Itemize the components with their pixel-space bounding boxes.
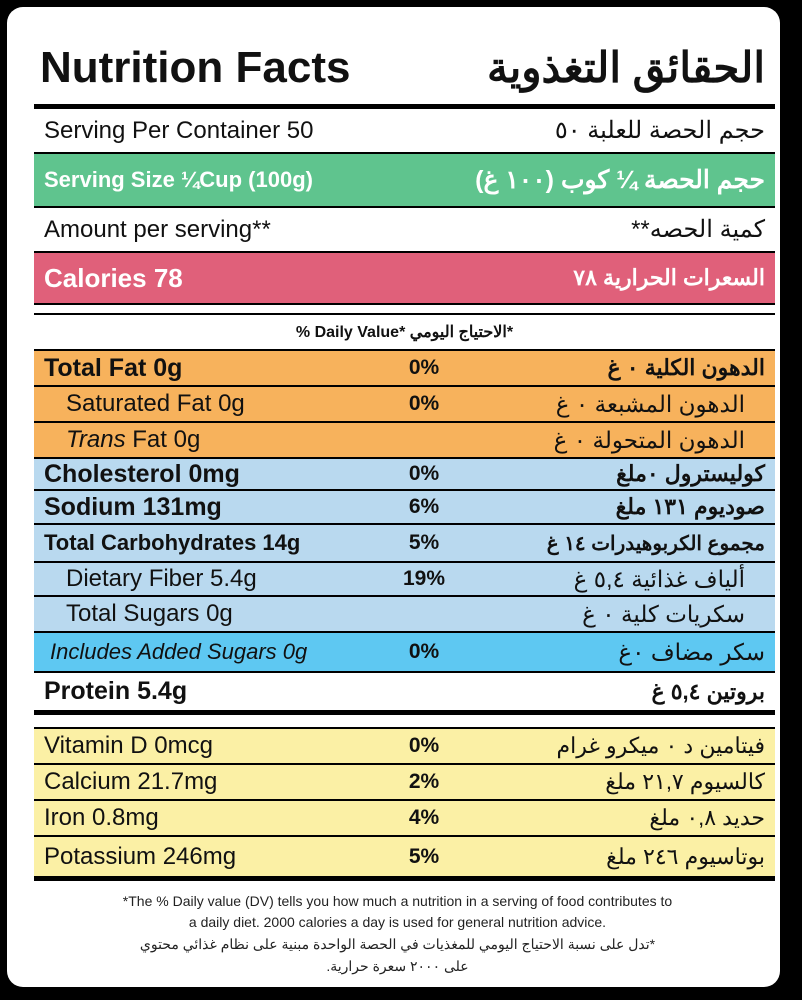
title-row [34,31,775,109]
nutrient-name-en: Dietary Fiber 5.4g [66,565,257,592]
nutrient-name-en: Total Carbohydrates 14g [44,530,301,555]
vitamin-name-en: Iron 0.8mg [44,804,159,831]
footnote-en-line1: *The % Daily value (DV) tells you how much a nutrition in a serving of food contributes to [122,893,673,909]
nutrient-row-added-sugars [34,633,775,673]
vitamin-row-potassium [34,837,775,881]
serving-size-en: Serving Size ¼Cup (100g) [44,167,313,192]
calories-en: Calories 78 [44,262,183,293]
vitamin-name-en: Vitamin D 0mcg [44,732,213,759]
vitamin-name-ar: بوتاسيوم ٢٤٦ ملغ [606,843,765,869]
nutrient-name-ar: الدهون المشبعة ٠ غ [555,390,745,417]
vitamin-row-vitamin-d [34,729,775,765]
calories-ar: السعرات الحرارية ٧٨ [573,265,765,290]
nutrient-name-en: Protein 5.4g [44,677,188,705]
vitamin-spacer-row [34,715,775,729]
nutrient-row-total-carbohydrates [34,525,775,563]
nutrient-percent: 0% [408,462,440,485]
title-en: Nutrition Facts [40,42,351,92]
vitamin-row-iron [34,801,775,837]
title-ar: الحقائق التغذوية [487,44,765,91]
nutrient-name-en: Total Fat 0g [44,353,183,382]
nutrient-name-ar: سكر مضاف ٠غ [618,638,765,665]
footnote-ar-line2: على ٢٠٠٠ سعرة حرارية. [326,958,469,974]
nutrient-row-total-sugars [34,597,775,633]
nutrient-row-saturated-fat [34,387,775,423]
nutrient-percent: 19% [402,567,446,590]
servings-per-container-ar: حجم الحصة للعلبة ٥٠ [554,117,765,144]
nutrient-row-trans-fat [34,423,775,459]
nutrient-percent: 0% [408,392,440,415]
spacer-row [34,305,775,315]
nutrient-row-sodium [34,491,775,525]
nutrient-name-ar: بروتين ٥,٤ غ [651,678,765,704]
amount-per-serving-en: Amount per serving** [44,215,271,243]
nutrient-row-cholesterol [34,459,775,491]
nutrient-name-ar: صوديوم ١٣١ ملغ [615,494,765,519]
vitamin-name-en: Calcium 21.7mg [44,768,218,795]
trans-rest: Fat 0g [125,426,201,453]
nutrient-name-en [66,426,200,454]
nutrient-row-protein [34,673,775,715]
nutrient-name-ar: ألياف غذائية ٥,٤ غ [573,565,745,592]
vitamin-name-ar: كالسيوم ٢١,٧ ملغ [605,769,765,794]
nutrient-percent: 0% [408,640,440,663]
nutrient-name-en: Cholesterol 0mg [44,459,240,488]
amount-per-serving-ar: كمية الحصه** [631,216,765,243]
trans-italic: Trans [66,426,126,453]
servings-per-container-row [34,109,775,154]
nutrient-name-ar: الدهون المتحولة ٠ غ [553,426,745,453]
nutrient-percent: 0% [408,356,440,379]
vitamin-percent: 2% [408,770,440,793]
vitamin-percent: 4% [408,806,440,829]
vitamin-name-ar: فيتامين د ٠ ميكرو غرام [556,733,765,758]
nutrient-percent: 5% [408,531,440,554]
calories-row [34,253,775,305]
vitamin-name-ar: حديد ٠,٨ ملغ [649,805,765,830]
nutrient-name-ar: مجموع الكربوهيدرات ١٤ غ [546,532,765,555]
amount-per-serving-row [34,208,775,253]
footnote [27,891,768,977]
vitamin-percent: 5% [408,844,440,868]
daily-value-header-row [34,315,775,351]
footnote-ar-line1: *تدل على نسبة الاحتياج اليومي للمغذيات في الحصة الواحدة مبنية على نظام غذائي محتوي [139,936,656,952]
vitamin-row-calcium [34,765,775,801]
vitamin-percent: 0% [408,734,440,757]
footnote-en-line2: a daily diet. 2000 calories a day is used for general nutrition advice. [188,914,607,930]
nutrient-name-en: Saturated Fat 0g [66,390,245,417]
nutrient-name-ar: الدهون الكلية ٠ غ [607,355,765,380]
nutrient-name-ar: سكريات كلية ٠ غ [582,600,745,627]
nutrition-label [7,7,780,987]
nutrient-name-en: Sodium 131mg [44,492,222,521]
nutrient-row-total-fat [34,351,775,387]
serving-size-ar: حجم الحصة ¼ كوب (١٠٠ غ) [475,166,765,194]
servings-per-container-en: Serving Per Container 50 [44,116,314,144]
nutrient-name-ar: كوليسترول ٠ملغ [616,461,765,486]
vitamin-name-en: Potassium 246mg [44,842,237,870]
nutrient-percent: 6% [408,495,440,518]
nutrient-name-en: Total Sugars 0g [66,600,233,627]
daily-value-header: % Daily Value* الاحتياج اليومي* [295,324,514,341]
nutrient-name-en: Includes Added Sugars 0g [50,639,308,664]
serving-size-row [34,154,775,208]
nutrient-row-dietary-fiber [34,563,775,597]
